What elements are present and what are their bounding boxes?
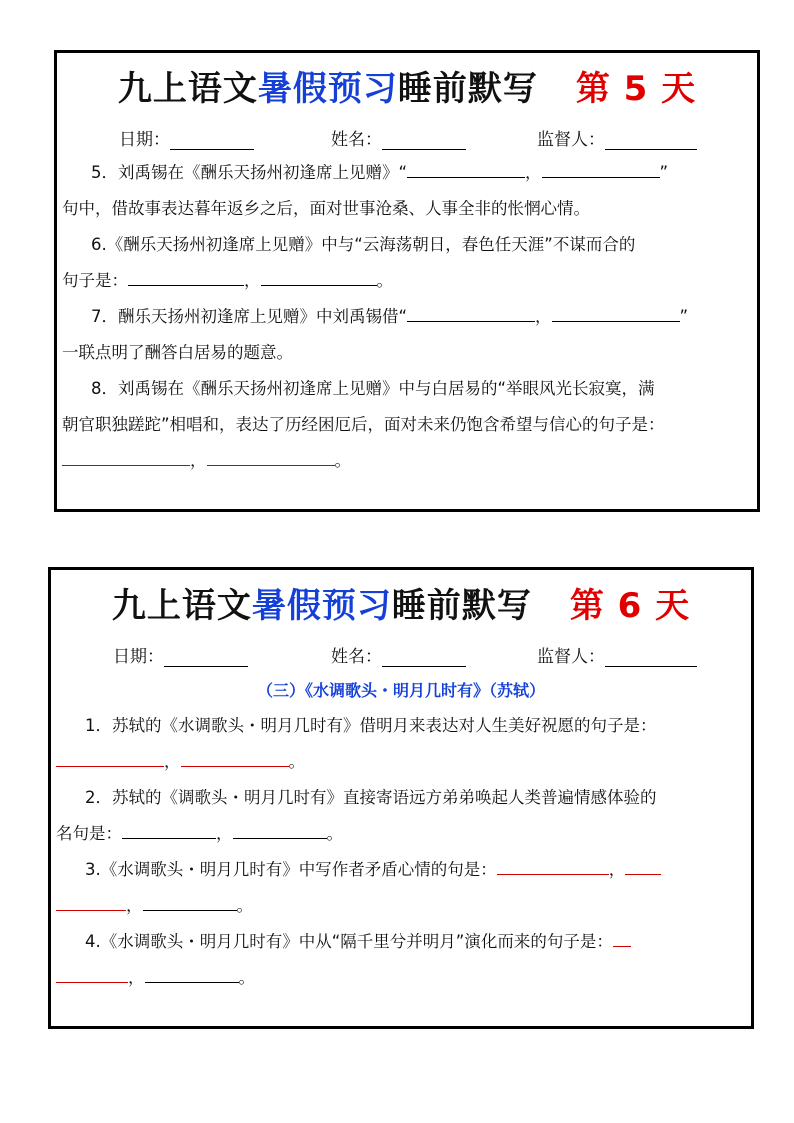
name-label: 姓名： — [331, 647, 382, 667]
question-8-answer: ， 。 — [62, 443, 743, 479]
answer-blank[interactable] — [613, 928, 631, 947]
answer-blank[interactable] — [145, 964, 239, 983]
title-preview: 暑假预习 — [251, 586, 392, 626]
date-field — [113, 642, 248, 667]
title-day: 第 6 天 — [569, 586, 691, 626]
name-label: 姓名： — [331, 130, 382, 150]
answer-blank[interactable] — [261, 267, 377, 286]
name-input-line[interactable] — [382, 648, 466, 667]
answer-blank[interactable] — [552, 303, 680, 322]
question-2: 2．苏轼的《调歌头・明月几时有》直接寄语远方弟弟唤起人类普遍情感体验的 — [85, 788, 657, 807]
answer-blank[interactable] — [143, 892, 237, 911]
question-2-cont: 名句是： ， 。 — [56, 816, 737, 852]
title-dictation: 睡前默写 — [391, 586, 532, 626]
supervisor-label: 监督人： — [537, 130, 605, 150]
supervisor-input-line[interactable] — [605, 648, 697, 667]
answer-blank[interactable] — [542, 159, 660, 178]
questions — [62, 155, 743, 479]
info-row — [57, 125, 757, 149]
question-5: 5．刘禹锡在《酬乐天扬州初逢席上见赠》“ ， ” — [62, 155, 743, 191]
answer-blank[interactable] — [497, 856, 609, 875]
name-field — [331, 125, 466, 150]
answer-blank[interactable] — [625, 856, 661, 875]
answer-blank[interactable] — [181, 748, 289, 767]
question-7: 7．酬乐天扬州初逢席上见赠》中刘禹锡借“ ， ” — [62, 299, 743, 335]
question-7-cont: 一联点明了酬答白居易的题意。 — [62, 343, 293, 362]
answer-blank[interactable] — [128, 267, 244, 286]
questions — [56, 708, 737, 996]
question-1: 1．苏轼的《水调歌头・明月几时有》借明月来表达对人生美好祝愿的句子是： — [85, 716, 657, 735]
question-4: 4.《水调歌头・明月几时有》中从“隔千里兮并明月”演化而来的句子是： — [56, 924, 737, 960]
answer-blank[interactable] — [56, 964, 128, 983]
answer-blank[interactable] — [122, 820, 216, 839]
question-6-cont: 句子是： ， 。 — [62, 263, 743, 299]
question-3-cont: ， 。 — [56, 888, 737, 924]
question-3: 3.《水调歌头・明月几时有》中写作者矛盾心情的句是： ， — [56, 852, 737, 888]
question-5-cont: 句中，借故事表达暮年返乡之后，面对世事沧桑、人事全非的怅惘心情。 — [62, 199, 590, 218]
title-dictation: 睡前默写 — [397, 69, 538, 109]
answer-blank[interactable] — [407, 303, 535, 322]
answer-blank[interactable] — [233, 820, 327, 839]
title-grade: 九上语文 — [111, 586, 252, 626]
info-row — [51, 642, 751, 666]
question-8: 8．刘禹锡在《酬乐天扬州初逢席上见赠》中与白居易的“举眼风光长寂寞，满 — [91, 379, 655, 398]
answer-blank[interactable] — [56, 892, 126, 911]
answer-blank[interactable] — [56, 748, 164, 767]
date-label: 日期： — [113, 647, 164, 667]
question-1-answer: ， 。 — [56, 744, 737, 780]
name-input-line[interactable] — [382, 131, 466, 150]
date-label: 日期： — [119, 130, 170, 150]
answer-blank[interactable] — [62, 447, 190, 466]
question-8-cont: 朝官职独蹉跎”相唱和，表达了历经困厄后，面对未来仍饱含希望与信心的句子是： — [62, 415, 665, 434]
supervisor-field — [537, 125, 697, 150]
title-day: 第 5 天 — [575, 69, 697, 109]
answer-blank[interactable] — [407, 159, 525, 178]
dictation-card-day6 — [48, 567, 754, 1029]
supervisor-label: 监督人： — [537, 647, 605, 667]
question-4-cont: ， 。 — [56, 960, 737, 996]
dictation-card-day5 — [54, 50, 760, 512]
date-field — [119, 125, 254, 150]
section-heading: （三）《水调歌头・明月几时有》（苏轼） — [256, 681, 545, 700]
card-title — [57, 61, 757, 110]
supervisor-field — [537, 642, 697, 667]
date-input-line[interactable] — [164, 648, 248, 667]
answer-blank[interactable] — [207, 447, 335, 466]
supervisor-input-line[interactable] — [605, 131, 697, 150]
question-6: 6.《酬乐天扬州初逢席上见赠》中与“云海荡朝日，春色任天涯”不谋而合的 — [91, 235, 636, 254]
title-preview: 暑假预习 — [257, 69, 398, 109]
card-title — [51, 578, 751, 627]
name-field — [331, 642, 466, 667]
date-input-line[interactable] — [170, 131, 254, 150]
title-grade: 九上语文 — [117, 69, 258, 109]
